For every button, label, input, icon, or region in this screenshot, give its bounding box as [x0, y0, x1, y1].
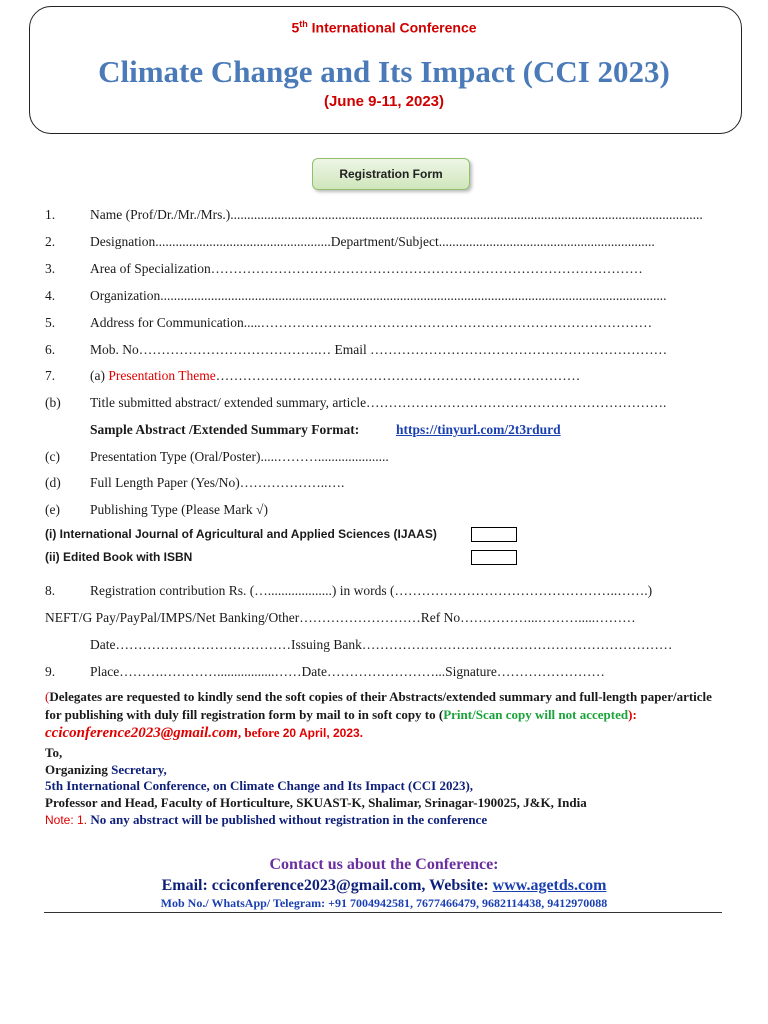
pub-option-book-checkbox[interactable]: [471, 550, 517, 565]
field-label: Area of Specialization……………………………………………………………………………………: [90, 261, 643, 276]
field-number: 8.: [45, 583, 56, 598]
contact-website-link[interactable]: www.agetds.com: [492, 877, 607, 894]
field-label: Title submitted abstract/ extended summary, article………………………………………………………….: [90, 395, 667, 410]
pub-option-ijaas-checkbox[interactable]: [471, 527, 517, 542]
pub-option-book-label: (ii) Edited Book with ISBN: [45, 550, 193, 564]
pub-option-ijaas-label: (i) International Journal of Agricultural and Applied Sciences (IJAAS): [45, 527, 437, 541]
field-number: 7.: [45, 368, 56, 383]
field-number: (c): [45, 449, 60, 464]
field-label: Full Length Paper (Yes/No)………………..….: [90, 475, 345, 490]
field-number: 3.: [45, 261, 56, 276]
conference-number: 5th International Conference: [291, 19, 477, 36]
sample-format-label: Sample Abstract /Extended Summary Format:: [90, 422, 360, 437]
sample-format-link[interactable]: https://tinyurl.com/2t3rdurd: [396, 422, 561, 437]
address-to: To,: [45, 745, 63, 760]
submission-notice: (Delegates are requested to kindly send the soft copies of their Abstracts/extended summary and full-length paper/article for publishing with duly fill registration form by mail to in soft copy to (Print/Scan copy will not accepted): cciconference2023@gmail.com, before 20 April, 2023.: [45, 689, 712, 741]
field-label: Publishing Type (Please Mark √): [90, 502, 268, 517]
contact-email-website: Email: cciconference2023@gmail.com, Website: www.agetds.com: [161, 877, 607, 894]
field-number: (d): [45, 475, 61, 490]
conference-dates: (June 9-11, 2023): [323, 93, 445, 110]
field-number: 9.: [45, 664, 56, 679]
field-number: 1.: [45, 207, 56, 222]
field-label: Designation....................................................Department/Subject................................................................: [90, 234, 655, 249]
address-line1: 5th International Conference, on Climate Change and Its Impact (CCI 2023),: [45, 778, 474, 793]
field-label: Name (Prof/Dr./Mr./Mrs.)............................................................................................................................................: [90, 207, 703, 222]
contact-heading: Contact us about the Conference:: [269, 856, 499, 873]
field-number: (e): [45, 502, 60, 517]
field-number: 6.: [45, 342, 56, 357]
field-label: Presentation Type (Oral/Poster).....……….....................: [90, 449, 389, 464]
field-date-bank[interactable]: Date…………………………………Issuing Bank……………………………………………………………: [90, 637, 673, 652]
field-number: 5.: [45, 315, 56, 330]
field-label: (a) Presentation Theme………………………………………………………………………: [90, 368, 581, 383]
address-organizing: Organizing Secretary,: [45, 762, 167, 777]
contact-phones: Mob No./ WhatsApp/ Telegram: +91 7004942581, 7677466479, 9682114438, 9412970088: [160, 896, 608, 910]
field-label: Organization......................................................................................................................................................: [90, 288, 667, 303]
field-number: 4.: [45, 288, 56, 303]
field-label: Place……….………….................……Date……………………...Signature……………………: [90, 664, 605, 679]
field-number: (b): [45, 395, 61, 410]
registration-form-button[interactable]: Registration Form: [312, 158, 470, 190]
field-label: Address for Communication.....……………………………………………………………………………: [90, 315, 653, 330]
field-label: Mob. No………………………………….… Email …………………………………………………………: [90, 342, 668, 357]
field-label: Registration contribution Rs. (…...................) in words (…………………………………………..…….): [90, 583, 653, 598]
note-1: Note: 1. No any abstract will be published without registration in the conference: [45, 812, 488, 827]
address-line2: Professor and Head, Faculty of Horticulture, SKUAST-K, Shalimar, Srinagar-190025, J&K, India: [45, 795, 587, 810]
field-number: 2.: [45, 234, 56, 249]
footer-divider: [44, 912, 722, 913]
field-payment-ref[interactable]: NEFT/G Pay/PayPal/IMPS/Net Banking/Other………………………Ref No……………...……….....………: [45, 610, 636, 625]
notice-email[interactable]: cciconference2023@gmail.com: [45, 725, 238, 741]
conference-title: Climate Change and Its Impact (CCI 2023): [98, 54, 670, 89]
contact-email[interactable]: cciconference2023@gmail.com: [211, 877, 422, 894]
